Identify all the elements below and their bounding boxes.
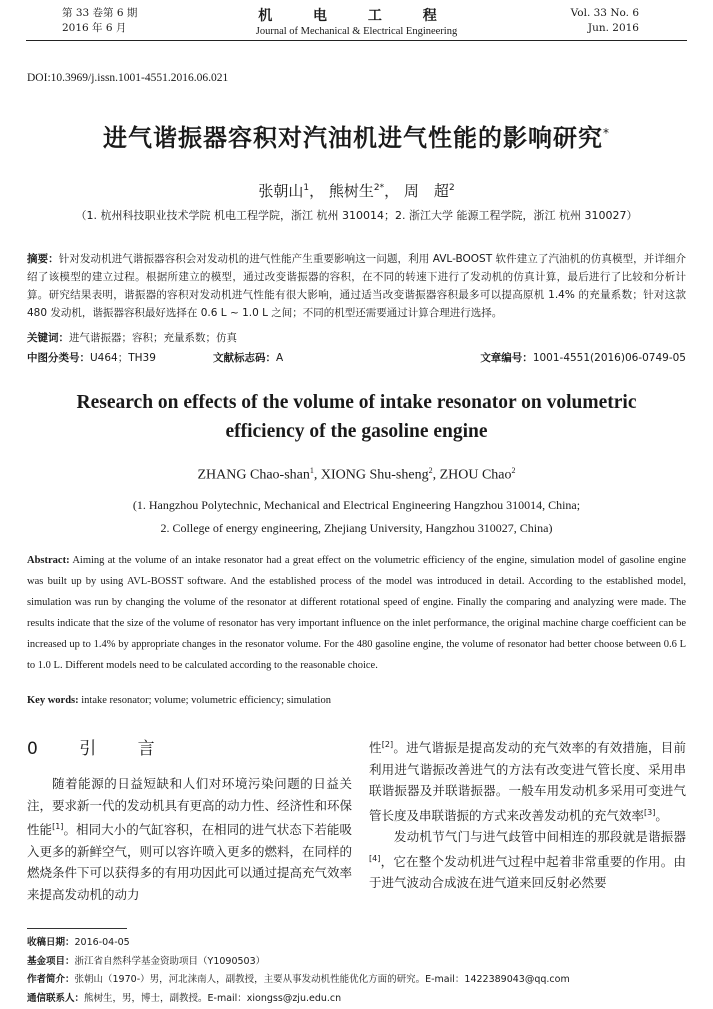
- keywords-en-label: Key words:: [27, 695, 79, 706]
- affiliation-en-line-2: 2. College of energy engineering, Zhejiang University, Hangzhou 310027, China): [160, 521, 553, 535]
- header-rule: [26, 40, 687, 41]
- citation-ref: [4]: [369, 853, 381, 863]
- author-en-3: ZHOU Chao: [439, 467, 512, 483]
- title-en: Research on effects of the volume of intake resonator on volumetric efficiency of the gasoline engine: [76, 392, 637, 442]
- title-cn: [0, 118, 713, 153]
- author-en-3-sup: 2: [511, 466, 516, 475]
- clc-label: 中图分类号：: [27, 352, 90, 364]
- header-volume-issue-en: Vol. 33 No. 6: [570, 7, 639, 19]
- doi: DOI:10.3969/j.issn.1001-4551.2016.06.021: [27, 72, 229, 84]
- footnote-contact: [27, 990, 686, 1009]
- title-cn-mark: *: [603, 126, 610, 140]
- author-cn-1-sup: 1: [303, 183, 310, 193]
- author-separator: ,: [432, 467, 440, 483]
- keywords-cn-label: 关键词：: [27, 332, 69, 344]
- paragraph-text: 。进气谐振是提高发动的充气效率的有效措施，目前利用进气谐振改善进气的方法有改变进气管长度、采用串联谐振器及并联谐振器。一般车用发动机多采用可变进气管长度及串联谐振的方式来改善发动机的充气效率: [369, 740, 686, 823]
- author-cn-2: 熊树生: [328, 182, 374, 200]
- received-value: 2016-04-05: [74, 937, 130, 948]
- footnotes: [27, 934, 686, 1008]
- footnote-received: [27, 934, 686, 953]
- section-title: 引 言: [79, 739, 173, 759]
- journal-name-cn: 机 电 工 程: [258, 8, 455, 24]
- header-volume-issue-cn: 第 33 卷第 6 期: [62, 7, 138, 19]
- header-date-en: Jun. 2016: [587, 22, 639, 34]
- paragraph-text: 。: [655, 807, 668, 823]
- affiliation-en-line-1: (1. Hangzhou Polytechnic, Mechanical and Electrical Engineering Hangzhou 310014, China;: [132, 498, 581, 512]
- authors-cn: [0, 180, 713, 201]
- footnote-rule: [27, 928, 127, 929]
- author-separator: ,: [313, 467, 321, 483]
- author-cn-2-sup: 2*: [373, 183, 385, 193]
- article-number-label: 文章编号：: [480, 352, 533, 364]
- fund-value: 浙江省自然科学基金资助项目（Y1090503）: [74, 955, 266, 967]
- abstract-cn-label: 摘要：: [27, 253, 59, 265]
- contact-label: 通信联系人：: [27, 992, 85, 1004]
- author-en-1: ZHANG Chao-shan: [197, 467, 310, 483]
- keywords-en: [27, 695, 331, 706]
- abstract-en-label: Abstract:: [27, 555, 70, 566]
- author-cn-3-sup: 2: [448, 183, 455, 193]
- footnote-author: [27, 971, 686, 990]
- author-bio-label: 作者简介：: [27, 974, 75, 985]
- abstract-en: [27, 550, 686, 676]
- header-date-cn: 2016 年 6 月: [62, 22, 127, 34]
- section-heading: [27, 734, 352, 759]
- contact-value: 熊树生，男，博士，副教授。E-mail：xiongss@zju.edu.cn: [84, 992, 342, 1004]
- keywords-cn: [27, 330, 237, 345]
- affiliation-cn: （1. 杭州科技职业技术学院 机电工程学院，浙江 杭州 310014；2. 浙江大学 能源工程学院，浙江 杭州 310027）: [75, 209, 638, 222]
- author-en-1-sup: 1: [309, 466, 314, 475]
- header-volume-en: [571, 6, 639, 36]
- clc-number: [27, 350, 156, 365]
- author-cn-1: 张朝山: [258, 182, 304, 200]
- authors-en: [0, 466, 713, 484]
- paragraph: [27, 773, 352, 905]
- classification-row: [27, 350, 686, 365]
- author-bio-value: 张朝山（1970-）男，河北涞南人，副教授，主要从事发动机性能优化方面的研究。E-mail：1422389043@qq.com: [74, 974, 570, 985]
- article-number-value: 1001-4551(2016)06-0749-05: [532, 352, 686, 364]
- title-cn-text: 进气谐振器容积对汽油机进气性能的影响研究: [103, 124, 603, 152]
- abstract-cn: [27, 250, 686, 322]
- abstract-cn-text: 针对发动机进气谐振器容积会对发动机的进气性能产生重要影响这一问题，利用 AVL-BOOST 软件建立了汽油机的仿真模型，并详细介绍了该模型的建立过程。根据所建立的模型，通过改变谐振器的容积，在不同的转速下进行了发动机的仿真计算，最后进行了比较和分析计算。研究结果表明，谐振器的容积对发动机进气性能有很大影响，通过适当改变谐振器容积最多可以提高原机 1.4% 的充量系数；针对这款 480 发动机，谐振器容积最好选择在 0.6 L ~ 1.0 L 之间；不同的机型还需要通过计算合理进行选择。: [27, 253, 687, 319]
- received-label: 收稿日期：: [27, 937, 75, 948]
- body-column-right: [369, 734, 686, 894]
- abstract-en-text: Aiming at the volume of an intake resonator had a great effect on the volumetric efficiency of the engine, simulation model of gasoline engine was built up by using AVL-BOSST software. And the established process of the model was introduced in detail. According to the established model, simulation was run by changing the volume of the resonator at different rotational speed of engine. Finally the comparing and analyzing were made. The results indicate that the size of the volume of resonator has very important influence on the inlet performance, the original machine charge coefficient can be increased up to 1.4% by appropriate changes in the resonator volume. For the 480 gasoline engine, the volume of resonator had better choose between 0.6 L to 1.0 L. Different models need to be calculated according to the reasonable choice.: [27, 555, 686, 671]
- paragraph: [369, 826, 686, 894]
- paragraph-text: 性: [369, 740, 382, 756]
- clc-value: U464；TH39: [90, 352, 156, 364]
- author-separator: ，: [384, 182, 400, 200]
- article-number: [480, 350, 686, 365]
- document-code-label: 文献标志码：: [213, 352, 277, 364]
- author-cn-3: 周 超: [403, 182, 449, 200]
- keywords-cn-text: 进气谐振器；容积；充量系数；仿真: [69, 332, 237, 344]
- affiliation-en: [0, 494, 713, 540]
- author-en-2: XIONG Shu-sheng: [320, 467, 429, 483]
- paragraph: [369, 734, 686, 826]
- footnote-fund: [27, 953, 686, 972]
- paragraph-text: 随着能源的日益短缺和人们对环境污染问题的日益关注，要求新一代的发动机具有更高的动力性、经济性和环保性能: [27, 776, 353, 838]
- keywords-en-text: intake resonator; volume; volumetric efficiency; simulation: [81, 695, 331, 706]
- citation-ref: [1]: [52, 822, 64, 831]
- fund-label: 基金项目：: [27, 955, 75, 967]
- body-column-left: [27, 734, 352, 905]
- document-code-value: A: [276, 352, 284, 364]
- journal-name-en: Journal of Mechanical & Electrical Engineering: [255, 26, 458, 37]
- citation-ref: [2]: [381, 740, 394, 749]
- document-code: [213, 350, 283, 365]
- paragraph-text: 。相同大小的气缸容积，在相同的进气状态下若能吸入更多的新鲜空气，则可以容许喷入更多的燃料，在同样的燃烧条件下可以获得多的有用功因此可以通过提高充气效率来提高发动机的动力: [27, 822, 353, 902]
- paragraph-text: ，它在整个发动机进气过程中起着非常重要的作用。由于进气波动合成波在进气道来回反射必然要: [369, 853, 686, 891]
- section-number: 0: [27, 739, 56, 759]
- author-en-2-sup: 2: [428, 466, 433, 475]
- paragraph-text: 发动机节气门与进气歧管中间相连的那段就是谐振器: [394, 829, 686, 845]
- author-separator: ，: [309, 182, 325, 200]
- citation-ref: [3]: [644, 807, 656, 817]
